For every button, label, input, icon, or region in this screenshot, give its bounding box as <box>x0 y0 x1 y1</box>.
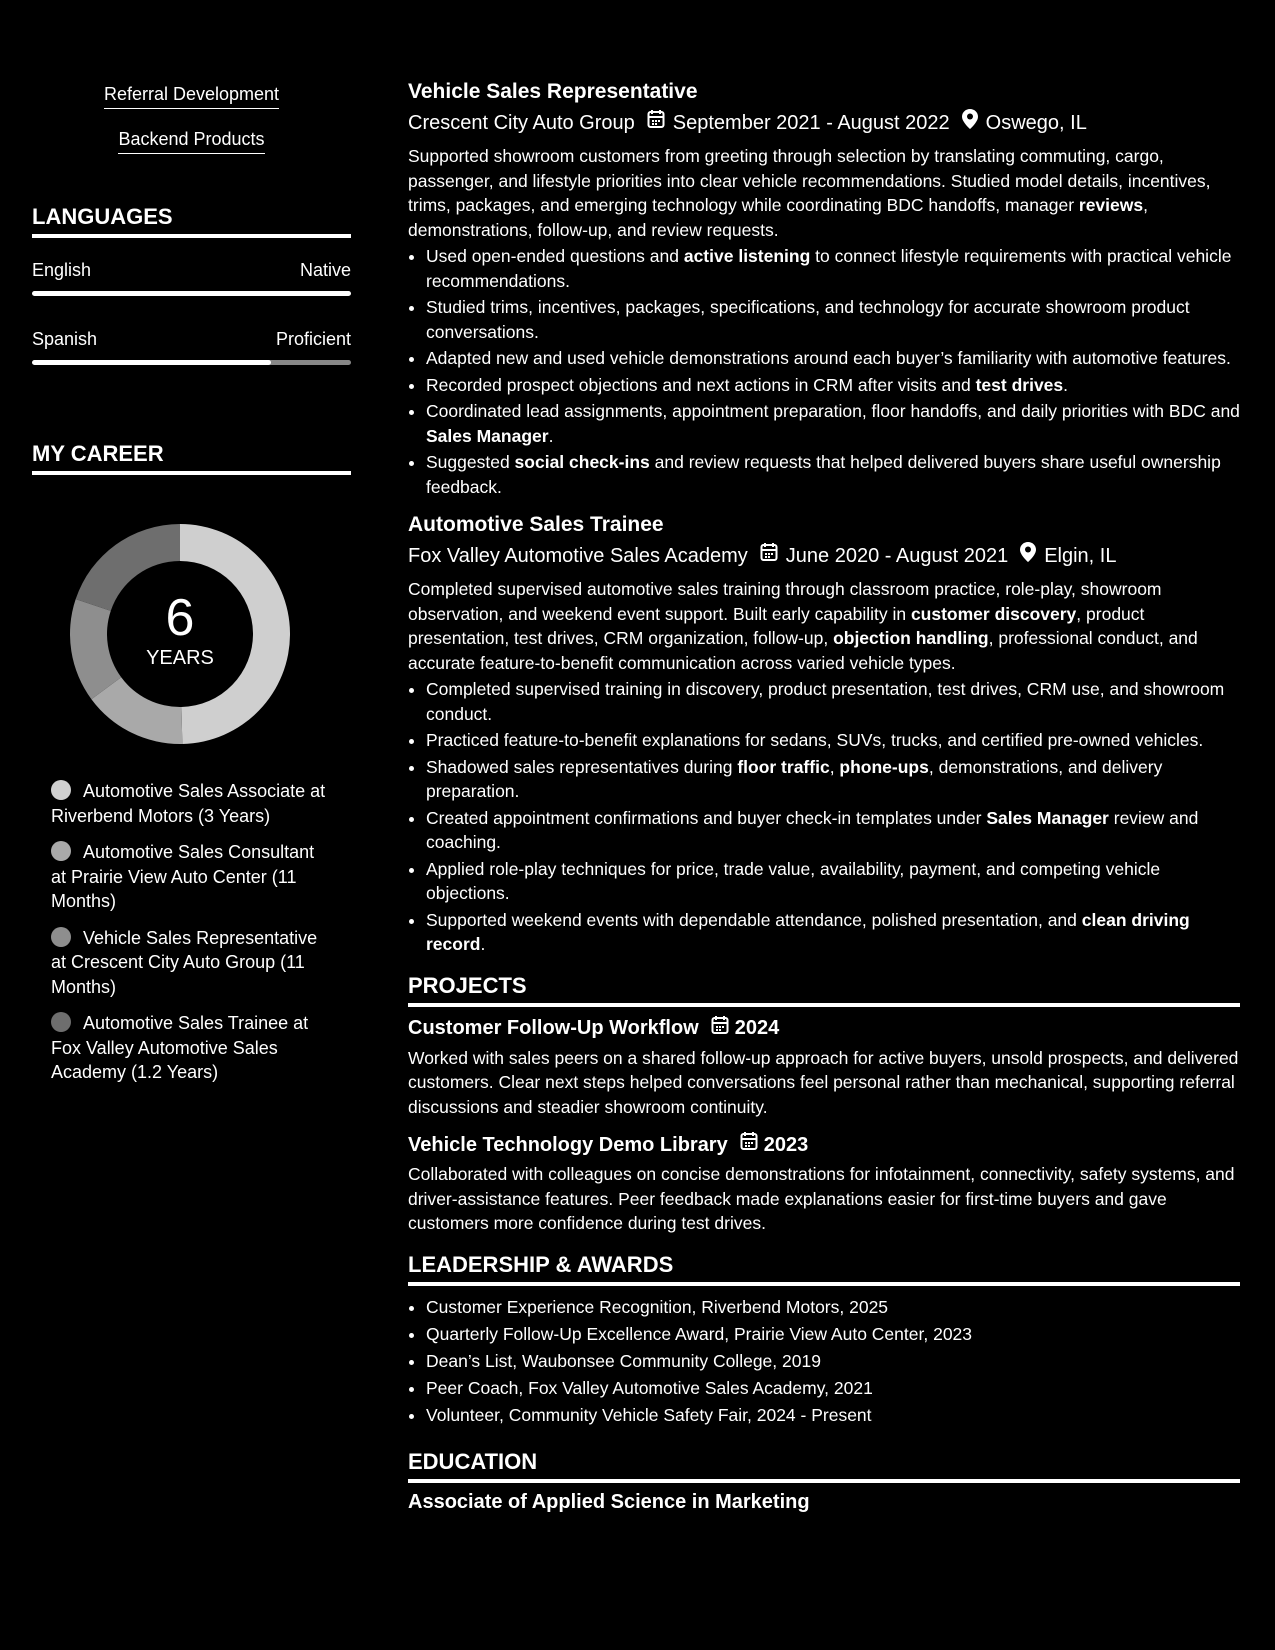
awards-list <box>408 1294 1240 1429</box>
job-meta <box>408 542 1240 570</box>
award-item: • Volunteer, Community Vehicle Safety Fair, 2024 - Present <box>426 1402 1240 1429</box>
calendar-icon <box>760 542 778 570</box>
project-title: Vehicle Technology Demo Library <box>408 1133 728 1156</box>
language-entry <box>32 260 351 296</box>
company-name: Crescent City Auto Group <box>408 112 635 134</box>
job-bullet: • Studied trims, incentives, packages, specifications, and technology for accurate showroom product conversations. <box>426 295 1240 344</box>
project-year: 2024 <box>734 1017 780 1039</box>
job-bullets <box>408 677 1240 957</box>
job-bullet: • Suggested social check-ins and review requests that helped delivered buyers share useful ownership feedback. <box>426 450 1240 499</box>
career-legend-item: Automotive Sales Trainee at Fox Valley Automotive Sales Academy (1.2 Years) <box>51 1013 309 1082</box>
legend-dot-icon <box>51 780 71 800</box>
language-entry <box>32 329 351 365</box>
job-bullet: • Used open-ended questions and active listening to connect lifestyle requirements with practical vehicle recommendations. <box>426 244 1240 293</box>
projects-heading: PROJECTS <box>408 973 1240 1007</box>
job-dates: June 2020 - August 2021 <box>785 545 1009 567</box>
project-description: Worked with sales peers on a shared follow-up approach for active buyers, unsold prospects, and delivered customers. Clear next steps helped conversations feel personal rather than mechanical, supporting referral discussions and steadier showroom continuity. <box>408 1047 1239 1117</box>
career-legend-item: Vehicle Sales Representative at Crescent City Auto Group (11 Months) <box>51 927 318 997</box>
languages-heading: LANGUAGES <box>32 204 351 238</box>
award-item: • Dean’s List, Waubonsee Community College, 2019 <box>426 1348 1240 1375</box>
career-heading: MY CAREER <box>32 441 351 475</box>
sidebar <box>32 82 351 1097</box>
job-dates: September 2021 - August 2022 <box>672 112 950 134</box>
language-bar <box>32 291 351 296</box>
job-location: Oswego, IL <box>985 112 1087 134</box>
job-bullet: • Created appointment confirmations and buyer check-in templates under Sales Manager review and coaching. <box>426 806 1240 855</box>
map-pin-icon <box>1020 542 1036 570</box>
job-bullet: • Applied role-play techniques for price, trade value, availability, payment, and competing vehicle objections. <box>426 857 1240 906</box>
legend-dot-icon <box>51 841 71 861</box>
job-location: Elgin, IL <box>1044 545 1117 567</box>
experience-entry <box>408 511 1240 957</box>
job-title: Automotive Sales Trainee <box>408 513 664 536</box>
project-entry <box>408 1131 1240 1236</box>
award-item: • Quarterly Follow-Up Excellence Award, Prairie View Auto Center, 2023 <box>426 1321 1240 1348</box>
language-bar-fill <box>32 360 271 365</box>
company-name: Fox Valley Automotive Sales Academy <box>408 545 748 567</box>
career-years-unit: YEARS <box>146 647 214 669</box>
job-bullets <box>408 244 1240 499</box>
language-bar-fill <box>32 291 351 296</box>
map-pin-icon <box>962 109 978 137</box>
job-bullet: • Completed supervised training in discovery, product presentation, test drives, CRM use, and showroom conduct. <box>426 677 1240 726</box>
project-description: Collaborated with colleagues on concise demonstrations for infotainment, connectivity, safety systems, and driver-assistance features. Peer feedback made explanations easier for first-time buyers and gave customers more confidence during test drives. <box>408 1164 1235 1233</box>
language-name: Spanish <box>32 329 98 349</box>
legend-dot-icon <box>51 927 71 947</box>
job-bullet: • Supported weekend events with dependable attendance, polished presentation, and clean driving record. <box>426 908 1240 957</box>
career-legend-item: Automotive Sales Consultant at Prairie View Auto Center (11 Months) <box>51 842 315 911</box>
project-title: Customer Follow-Up Workflow <box>408 1017 699 1039</box>
calendar-icon <box>647 109 665 137</box>
job-bullet: • Adapted new and used vehicle demonstrations around each buyer’s familiarity with automotive features. <box>426 346 1240 371</box>
job-bullet: • Recorded prospect objections and next actions in CRM after visits and test drives. <box>426 373 1240 398</box>
project-entry <box>408 1015 1240 1120</box>
language-level: Proficient <box>275 329 351 349</box>
main-content <box>408 78 1240 1514</box>
experience-entry <box>408 78 1240 499</box>
skill-item: Referral Development <box>32 82 351 109</box>
award-item: • Peer Coach, Fox Valley Automotive Sales Academy, 2021 <box>426 1375 1240 1402</box>
career-donut-chart <box>65 519 295 749</box>
award-item: • Customer Experience Recognition, Riverbend Motors, 2025 <box>426 1294 1240 1321</box>
project-year: 2023 <box>763 1133 809 1156</box>
calendar-icon <box>711 1015 729 1042</box>
job-bullet: • Practiced feature-to-benefit explanations for sedans, SUVs, trucks, and certified pre-owned vehicles. <box>426 728 1240 753</box>
job-summary: Completed supervised automotive sales training through classroom practice, role-play, showroom observation, and weekend event support. Built early capability in customer discovery, product presentation, test drives, CRM organization, follow-up, objection handling, professional conduct, and accurate feature-to-benefit communication across varied vehicle types. <box>408 579 1198 673</box>
legend-dot-icon <box>51 1012 71 1032</box>
job-bullet: • Coordinated lead assignments, appointment preparation, floor handoffs, and daily priorities with BDC and Sales Manager. <box>426 399 1240 448</box>
career-legend <box>32 779 351 1085</box>
job-bullet: • Shadowed sales representatives during floor traffic, phone-ups, demonstrations, and delivery preparation. <box>426 755 1240 804</box>
job-meta <box>408 109 1240 137</box>
career-years-number: 6 <box>165 589 195 647</box>
career-legend-item: Automotive Sales Associate at Riverbend Motors (3 Years) <box>51 781 326 826</box>
awards-heading: LEADERSHIP & AWARDS <box>408 1252 1240 1286</box>
education-degree: Associate of Applied Science in Marketing <box>408 1490 810 1513</box>
skill-item: Backend Products <box>32 127 351 154</box>
calendar-icon <box>740 1131 758 1158</box>
job-summary: Supported showroom customers from greeting through selection by translating commuting, cargo, passenger, and lifestyle priorities into clear vehicle recommendations. Studied model details, incentives, trims, packages, and emerging technology while coordinating BDC handoffs, manager reviews, demonstrations, follow-up, and review requests. <box>408 146 1211 240</box>
job-title: Vehicle Sales Representative <box>408 80 698 103</box>
language-level: Native <box>299 260 351 280</box>
education-heading: EDUCATION <box>408 1449 1240 1483</box>
language-name: English <box>32 260 92 280</box>
language-bar <box>32 360 351 365</box>
